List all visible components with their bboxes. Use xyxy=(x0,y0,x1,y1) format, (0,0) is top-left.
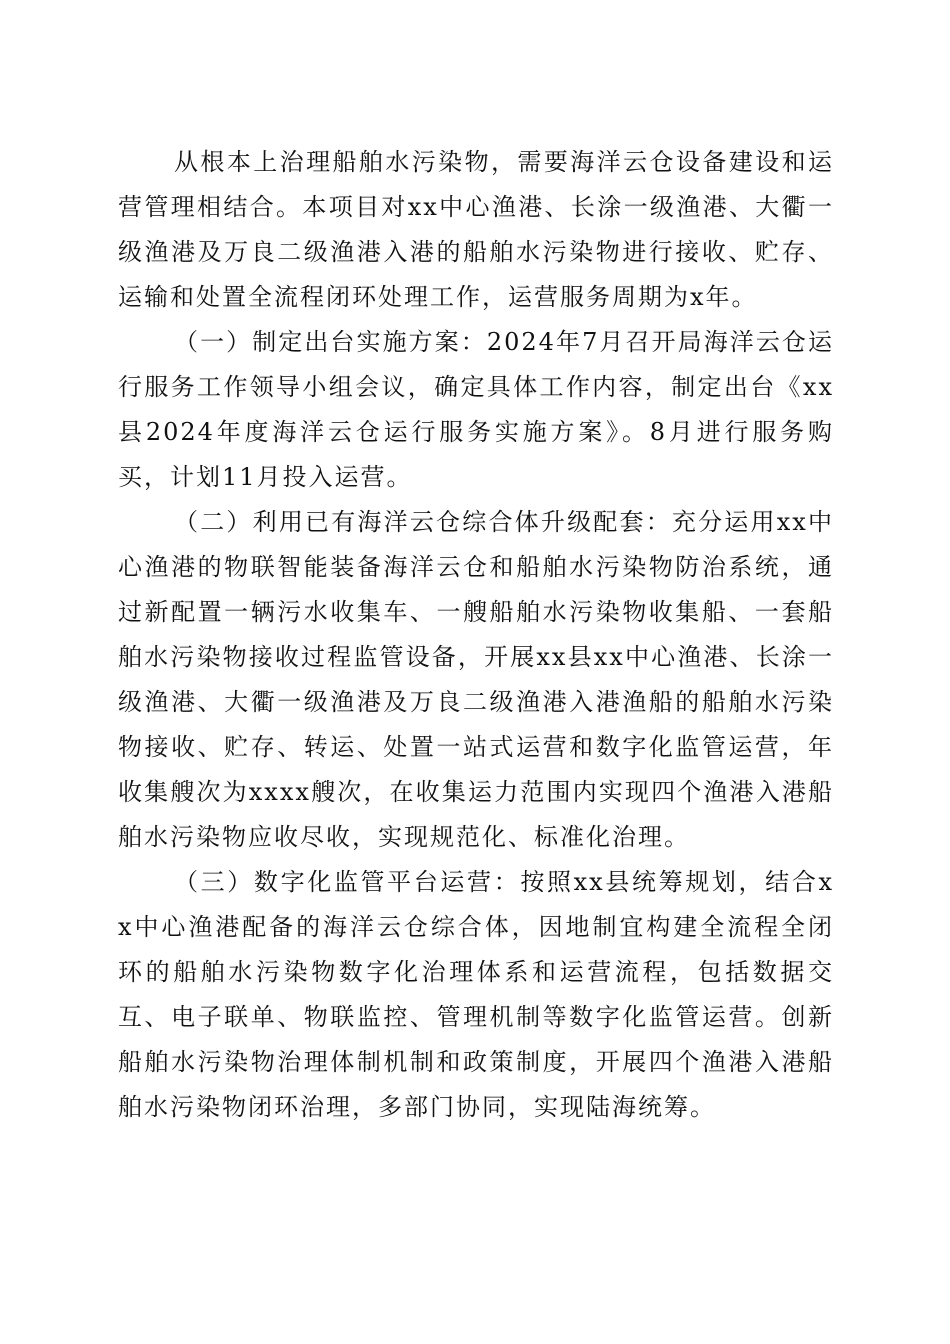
paragraph-section-3: （三）数字化监管平台运营：按照xx县统筹规划，结合xx中心渔港配备的海洋云仓综合体，因地制宜构建全流程全闭环的船舶水污染物数字化治理体系和运营流程，包括数据交互、电子联单、物联监控、管理机制等数字化监管运营。创新船舶水污染物治理体制机制和政策制度，开展四个渔港入港船舶水污染物闭环治理，多部门协同，实现陆海统筹。 xyxy=(118,868,834,1121)
paragraph-intro: 从根本上治理船舶水污染物，需要海洋云仓设备建设和运营管理相结合。本项目对xx中心渔港、长涂一级渔港、大衢一级渔港及万良二级渔港入港的船舶水污染物进行接收、贮存、运输和处置全流程闭环处理工作，运营服务周期为x年。 xyxy=(118,148,834,311)
paragraph-section-1: （一）制定出台实施方案：2024年7月召开局海洋云仓运行服务工作领导小组会议，确定具体工作内容，制定出台《xx县2024年度海洋云仓运行服务实施方案》。8月进行服务购买，计划11月投入运营。 xyxy=(118,328,834,491)
document-body xyxy=(118,140,834,1130)
paragraph-section-2: （二）利用已有海洋云仓综合体升级配套：充分运用xx中心渔港的物联智能装备海洋云仓和船舶水污染物防治系统，通过新配置一辆污水收集车、一艘船舶水污染物收集船、一套船舶水污染物接收过程监管设备，开展xx县xx中心渔港、长涂一级渔港、大衢一级渔港及万良二级渔港入港渔船的船舶水污染物接收、贮存、转运、处置一站式运营和数字化监管运营，年收集艘次为xxxx艘次，在收集运力范围内实现四个渔港入港船舶水污染物应收尽收，实现规范化、标准化治理。 xyxy=(118,508,834,851)
